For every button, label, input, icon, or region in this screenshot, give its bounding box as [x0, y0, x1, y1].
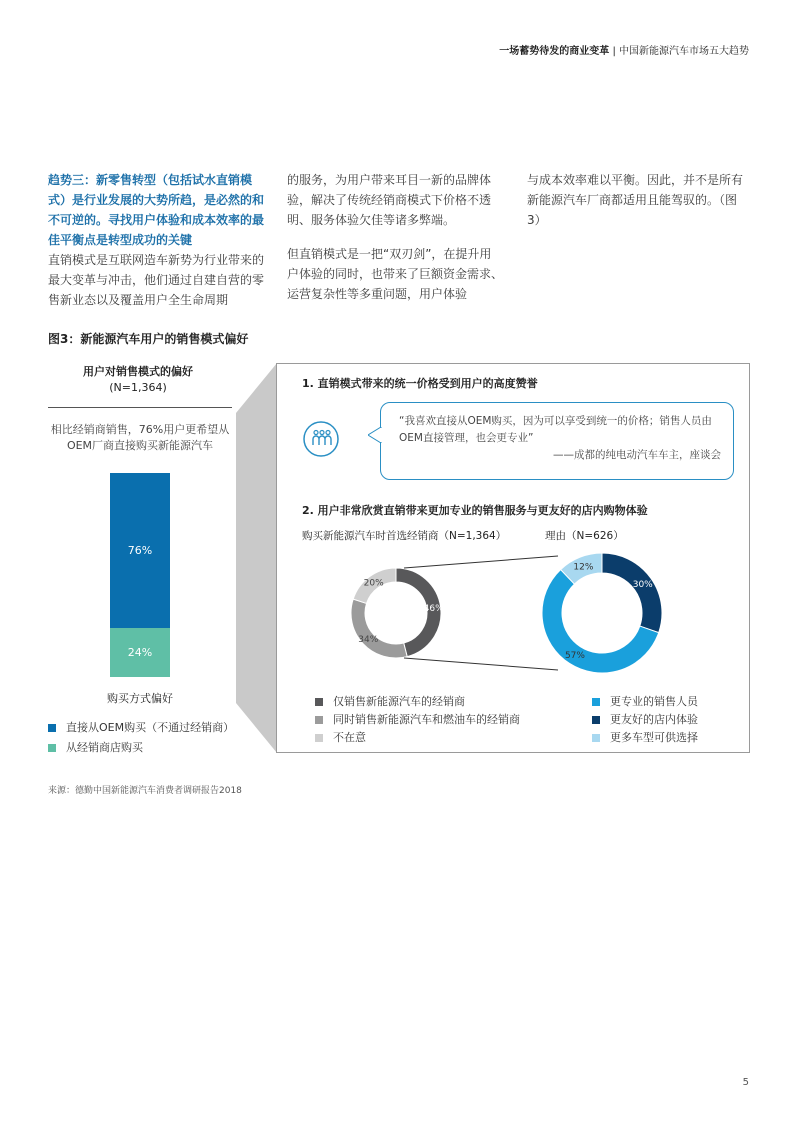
bar-segment-oem — [110, 473, 170, 628]
donut1-title: 购买新能源汽车时首选经销商（N=1,364） — [302, 530, 507, 542]
legend-swatch — [592, 698, 600, 706]
legend-label: 仅销售新能源汽车的经销商 — [333, 695, 465, 708]
section2-title: 2. 用户非常欣赏直销带来更加专业的销售服务与更友好的店内购物体验 — [302, 504, 648, 517]
left-chart-n: (N=1,364) — [109, 381, 167, 394]
section1-title: 1. 直销模式带来的统一价格受到用户的高度赞誉 — [302, 377, 538, 390]
legend-item — [48, 739, 143, 755]
d2-label-2: 12% — [573, 562, 594, 573]
legend-swatch — [315, 698, 323, 706]
legend-swatch — [48, 744, 56, 752]
donut-dealer-preference — [351, 568, 444, 658]
left-chart-title: 用户对销售模式的偏好 — [83, 365, 193, 378]
x-axis-label: 购买方式偏好 — [107, 692, 173, 705]
d1-slice-1 — [351, 599, 407, 658]
header-separator: | — [612, 46, 616, 57]
legend-swatch — [48, 724, 56, 732]
running-header — [499, 42, 749, 57]
left-chart-note: 相比经销商销售，76%用户更希望从OEM厂商直接购买新能源汽车 — [50, 423, 230, 452]
legend-label: 同时销售新能源汽车和燃油车的经销商 — [333, 713, 520, 726]
people-icon — [302, 420, 340, 458]
divider — [48, 407, 232, 408]
connector-line — [404, 556, 558, 568]
quote-pointer — [368, 427, 382, 443]
legend-label: 直接从OEM购买（不通过经销商） — [66, 721, 235, 734]
donut2-title: 理由（N=626） — [545, 530, 624, 542]
body-paragraph: 直销模式是互联网造车新势为行业带来的最大变革与冲击，他们通过自建自营的零售新业态以及覆盖用户全生命周期 — [48, 253, 265, 307]
figure-title: 图3：新能源汽车用户的销售模式偏好 — [48, 332, 249, 346]
legend-swatch — [592, 716, 600, 724]
legend-label: 不在意 — [333, 731, 366, 744]
callout-connector — [236, 363, 278, 753]
legend-item — [315, 693, 465, 709]
legend-item — [592, 693, 698, 709]
d1-label-2: 20% — [363, 578, 384, 589]
d2-label-0: 30% — [632, 579, 653, 590]
legend-item — [592, 729, 698, 745]
header-title: 中国新能源汽车市场五大趋势 — [619, 46, 749, 57]
bar-segment-dealer — [110, 628, 170, 677]
legend-item — [315, 711, 520, 727]
donut-charts — [340, 548, 680, 684]
body-column-1 — [48, 170, 264, 310]
connector-shape — [236, 363, 277, 753]
bar-label-dealer: 24% — [127, 645, 153, 659]
quote-box — [380, 402, 734, 480]
body-paragraph: 与成本效率难以平衡。因此，并不是所有新能源汽车厂商都适用且能驾驭的。（图3） — [527, 173, 744, 227]
d1-label-1: 34% — [358, 635, 379, 646]
legend-item — [48, 719, 234, 735]
d2-label-1: 57% — [564, 651, 585, 662]
legend-label: 更友好的店内体验 — [610, 713, 698, 726]
body-column-3 — [527, 170, 745, 244]
legend-swatch — [592, 734, 600, 742]
trend-heading: 趋势三：新零售转型（包括试水直销模式）是行业发展的大势所趋，是必然的和不可逆的。寻找用户体验和成本效率的最佳平衡点是转型成功的关键 — [48, 173, 265, 247]
donut-reasons — [542, 553, 662, 673]
body-column-2 — [287, 170, 503, 318]
body-paragraph: 但直销模式是一把“双刃剑”，在提升用户体验的同时，也带来了巨额资金需求、运营复杂性等多重问题，用户体验 — [287, 247, 504, 301]
quote-text: “我喜欢直接从OEM购买，因为可以享受到统一的价格；销售人员由OEM直接管理，也会更专业” — [399, 415, 712, 444]
connector-line — [404, 658, 558, 670]
left-chart-header — [48, 364, 228, 396]
legend-label: 更专业的销售人员 — [610, 695, 698, 708]
quote-source: ——成都的纯电动汽车车主，座谈会 — [553, 449, 721, 461]
d1-label-0: 46% — [423, 604, 444, 615]
legend-item — [592, 711, 698, 727]
bar-label-oem: 76% — [127, 543, 153, 557]
page-number: 5 — [742, 1077, 749, 1088]
source-note: 来源：德勤中国新能源汽车消费者调研报告2018 — [48, 786, 242, 796]
legend-item — [315, 729, 366, 745]
header-title-bold: 一场蓄势待发的商业变革 — [499, 46, 610, 57]
body-paragraph: 的服务，为用户带来耳目一新的品牌体验，解决了传统经销商模式下价格不透明、服务体验欠佳等诸多弊端。 — [287, 173, 492, 227]
legend-label: 更多车型可供选择 — [610, 731, 698, 744]
legend-swatch — [315, 734, 323, 742]
legend-swatch — [315, 716, 323, 724]
d2-slice-0 — [602, 553, 662, 633]
legend-label: 从经销商店购买 — [66, 741, 143, 754]
